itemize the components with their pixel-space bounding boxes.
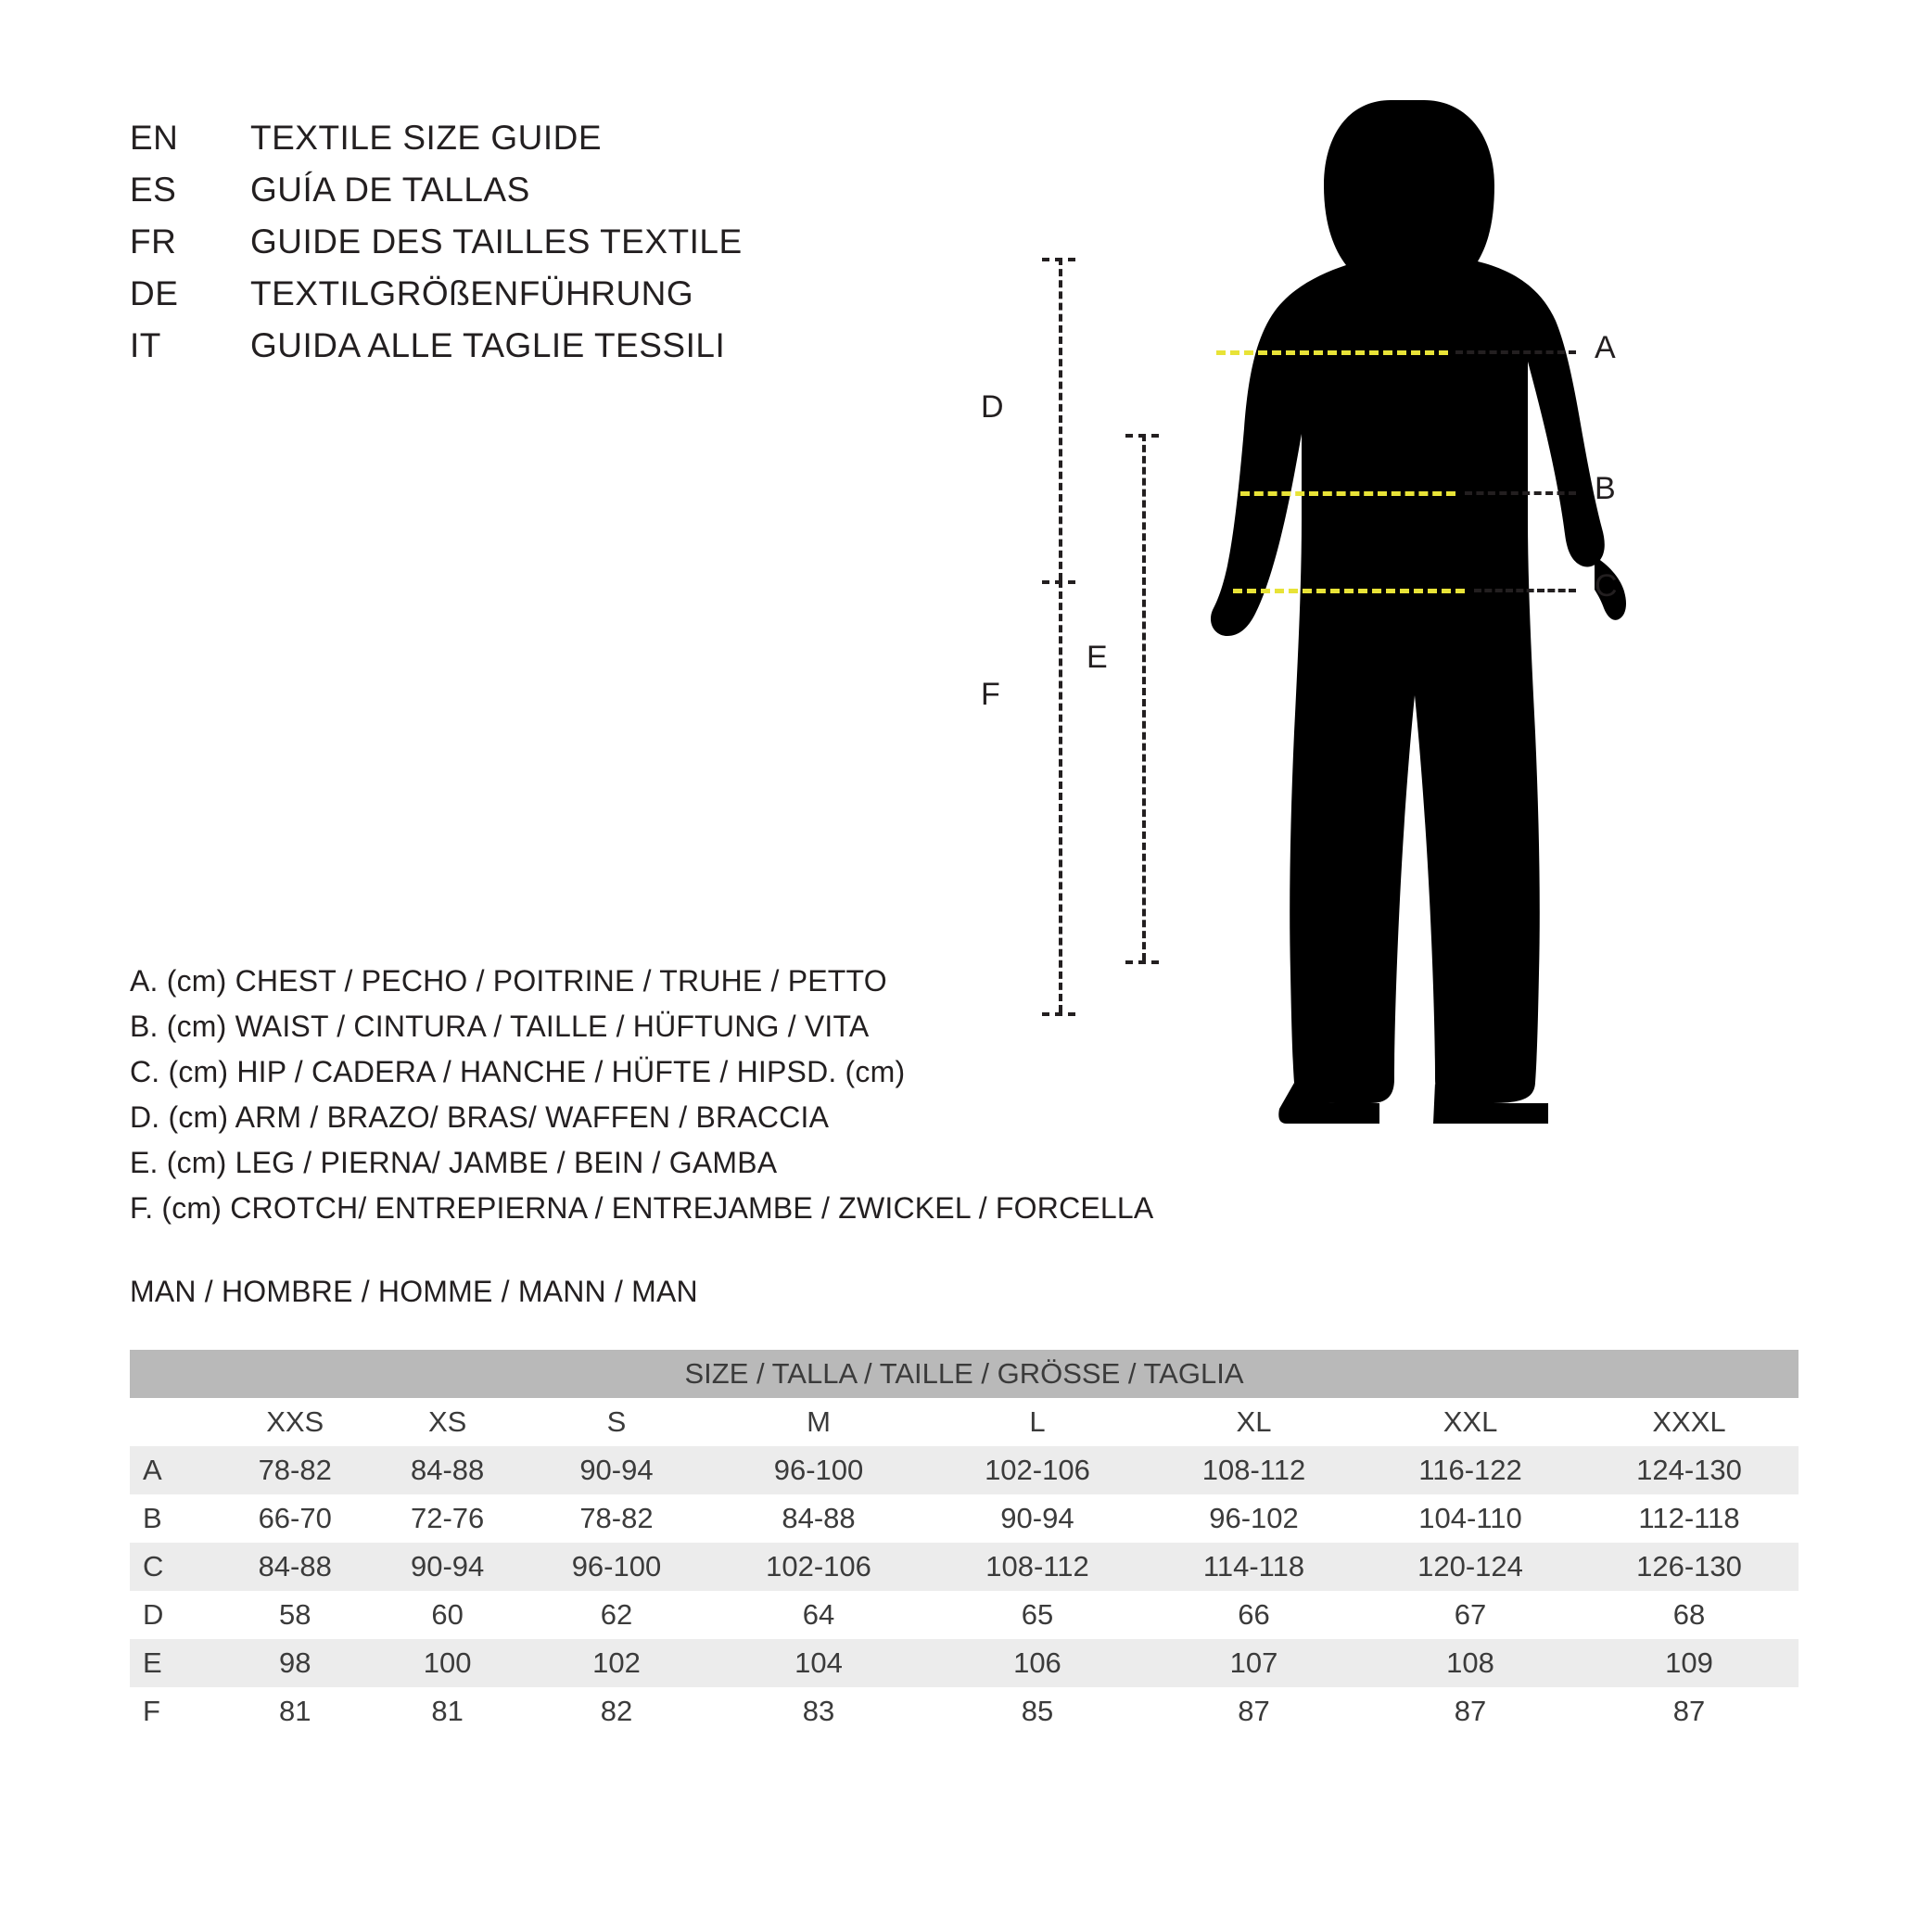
cell-a-xxxl: 124-130	[1580, 1446, 1799, 1494]
cell-a-xxs: 78-82	[219, 1446, 371, 1494]
legend-item-f: F. (cm) CROTCH/ ENTREPIERNA / ENTREJAMBE / ZWICKEL / FORCELLA	[130, 1191, 1154, 1225]
title-row	[130, 274, 743, 326]
cell-f-xs: 81	[371, 1687, 523, 1735]
label-d: D	[981, 389, 1004, 425]
title-text-en: TEXTILE SIZE GUIDE	[250, 119, 603, 157]
cell-e-xs: 100	[371, 1639, 523, 1687]
row-key-c: C	[130, 1543, 219, 1591]
title-text-fr: GUIDE DES TAILLES TEXTILE	[250, 222, 743, 261]
cell-b-xxl: 104-110	[1361, 1494, 1580, 1543]
measurement-legend	[130, 964, 1153, 1237]
title-row	[130, 326, 743, 378]
cell-d-xxxl: 68	[1580, 1591, 1799, 1639]
label-a: A	[1595, 330, 1616, 365]
crotch-dimension-tick-bottom	[1042, 1012, 1075, 1016]
table-row	[130, 1687, 1799, 1735]
column-header-m: M	[709, 1398, 928, 1446]
cell-a-xl: 108-112	[1147, 1446, 1361, 1494]
cell-e-xl: 107	[1147, 1639, 1361, 1687]
row-key-f: F	[130, 1687, 219, 1735]
column-header-xxl: XXL	[1361, 1398, 1580, 1446]
chest-measure-line	[1216, 350, 1448, 355]
legend-item-d: D. (cm) ARM / BRAZO/ BRAS/ WAFFEN / BRACCIA	[130, 1100, 830, 1134]
crotch-dimension-line	[1059, 580, 1062, 1012]
cell-a-l: 102-106	[928, 1446, 1147, 1494]
title-lang-es: ES	[130, 171, 177, 209]
cell-c-xl: 114-118	[1147, 1543, 1361, 1591]
table-band-label: SIZE / TALLA / TAILLE / GRÖSSE / TAGLIA	[130, 1350, 1799, 1398]
cell-f-xxl: 87	[1361, 1687, 1580, 1735]
size-table	[130, 1350, 1799, 1735]
table-row	[130, 1543, 1799, 1591]
cell-c-xxl: 120-124	[1361, 1543, 1580, 1591]
title-lang-en: EN	[130, 119, 179, 157]
legend-item-e: E. (cm) LEG / PIERNA/ JAMBE / BEIN / GAMBA	[130, 1146, 778, 1179]
leg-dimension-line	[1142, 434, 1146, 960]
cell-a-s: 90-94	[524, 1446, 709, 1494]
arm-dimension-line	[1059, 258, 1062, 580]
legend-item-c: C. (cm) HIP / CADERA / HANCHE / HÜFTE / HIPSD. (cm)	[130, 1055, 906, 1088]
cell-b-l: 90-94	[928, 1494, 1147, 1543]
row-key-a: A	[130, 1446, 219, 1494]
cell-e-xxs: 98	[219, 1639, 371, 1687]
title-block	[130, 119, 743, 378]
column-header-xxxl: XXXL	[1580, 1398, 1799, 1446]
chest-leader-line	[1455, 350, 1576, 354]
title-text-de: TEXTILGRÖßENFÜHRUNG	[250, 274, 694, 312]
table-row	[130, 1591, 1799, 1639]
gender-label: MAN / HOMBRE / HOMME / MANN / MAN	[130, 1275, 698, 1308]
row-key-b: B	[130, 1494, 219, 1543]
cell-a-m: 96-100	[709, 1446, 928, 1494]
cell-f-l: 85	[928, 1687, 1147, 1735]
man-silhouette-icon	[1159, 83, 1678, 1196]
cell-b-xxs: 66-70	[219, 1494, 371, 1543]
waist-measure-line	[1240, 491, 1455, 496]
title-row	[130, 171, 743, 222]
cell-d-m: 64	[709, 1591, 928, 1639]
title-text-it: GUIDA ALLE TAGLIE TESSILI	[250, 326, 726, 364]
legend-item-b: B. (cm) WAIST / CINTURA / TAILLE / HÜFTUNG / VITA	[130, 1010, 870, 1043]
label-b: B	[1595, 471, 1616, 506]
measurement-diagram	[981, 83, 1817, 1224]
table-corner-cell	[130, 1398, 219, 1446]
label-f: F	[981, 677, 1000, 712]
column-header-s: S	[524, 1398, 709, 1446]
label-e: E	[1087, 640, 1108, 675]
cell-b-s: 78-82	[524, 1494, 709, 1543]
table-band-header	[130, 1350, 1799, 1398]
cell-e-xxl: 108	[1361, 1639, 1580, 1687]
cell-f-xxxl: 87	[1580, 1687, 1799, 1735]
column-header-xxs: XXS	[219, 1398, 371, 1446]
row-key-e: E	[130, 1639, 219, 1687]
column-header-l: L	[928, 1398, 1147, 1446]
cell-d-xxs: 58	[219, 1591, 371, 1639]
row-key-d: D	[130, 1591, 219, 1639]
cell-a-xs: 84-88	[371, 1446, 523, 1494]
column-header-xl: XL	[1147, 1398, 1361, 1446]
cell-a-xxl: 116-122	[1361, 1446, 1580, 1494]
column-header-xs: XS	[371, 1398, 523, 1446]
leg-dimension-tick-bottom	[1125, 960, 1159, 964]
table-row	[130, 1446, 1799, 1494]
cell-f-xl: 87	[1147, 1687, 1361, 1735]
table-row	[130, 1494, 1799, 1543]
title-row	[130, 119, 743, 171]
hip-measure-line	[1233, 589, 1465, 593]
label-c: C	[1595, 568, 1618, 604]
cell-c-m: 102-106	[709, 1543, 928, 1591]
cell-c-xxs: 84-88	[219, 1543, 371, 1591]
cell-d-xs: 60	[371, 1591, 523, 1639]
cell-f-s: 82	[524, 1687, 709, 1735]
title-lang-fr: FR	[130, 222, 177, 261]
cell-b-xl: 96-102	[1147, 1494, 1361, 1543]
cell-f-xxs: 81	[219, 1687, 371, 1735]
cell-f-m: 83	[709, 1687, 928, 1735]
cell-c-s: 96-100	[524, 1543, 709, 1591]
cell-e-m: 104	[709, 1639, 928, 1687]
waist-leader-line	[1465, 491, 1576, 495]
cell-c-xxxl: 126-130	[1580, 1543, 1799, 1591]
hip-leader-line	[1474, 589, 1576, 592]
cell-d-xxl: 67	[1361, 1591, 1580, 1639]
table-column-header-row	[130, 1398, 1799, 1446]
legend-item-a: A. (cm) CHEST / PECHO / POITRINE / TRUHE / PETTO	[130, 964, 887, 998]
cell-b-xxxl: 112-118	[1580, 1494, 1799, 1543]
cell-d-l: 65	[928, 1591, 1147, 1639]
cell-e-l: 106	[928, 1639, 1147, 1687]
table-row	[130, 1639, 1799, 1687]
arm-dimension-tick-top	[1042, 258, 1075, 261]
title-lang-de: DE	[130, 274, 179, 312]
cell-d-xl: 66	[1147, 1591, 1361, 1639]
cell-c-l: 108-112	[928, 1543, 1147, 1591]
cell-c-xs: 90-94	[371, 1543, 523, 1591]
cell-b-m: 84-88	[709, 1494, 928, 1543]
cell-e-s: 102	[524, 1639, 709, 1687]
cell-d-s: 62	[524, 1591, 709, 1639]
cell-e-xxxl: 109	[1580, 1639, 1799, 1687]
leg-dimension-tick-top	[1125, 434, 1159, 438]
title-lang-it: IT	[130, 326, 161, 364]
title-text-es: GUÍA DE TALLAS	[250, 171, 530, 209]
title-row	[130, 222, 743, 274]
cell-b-xs: 72-76	[371, 1494, 523, 1543]
